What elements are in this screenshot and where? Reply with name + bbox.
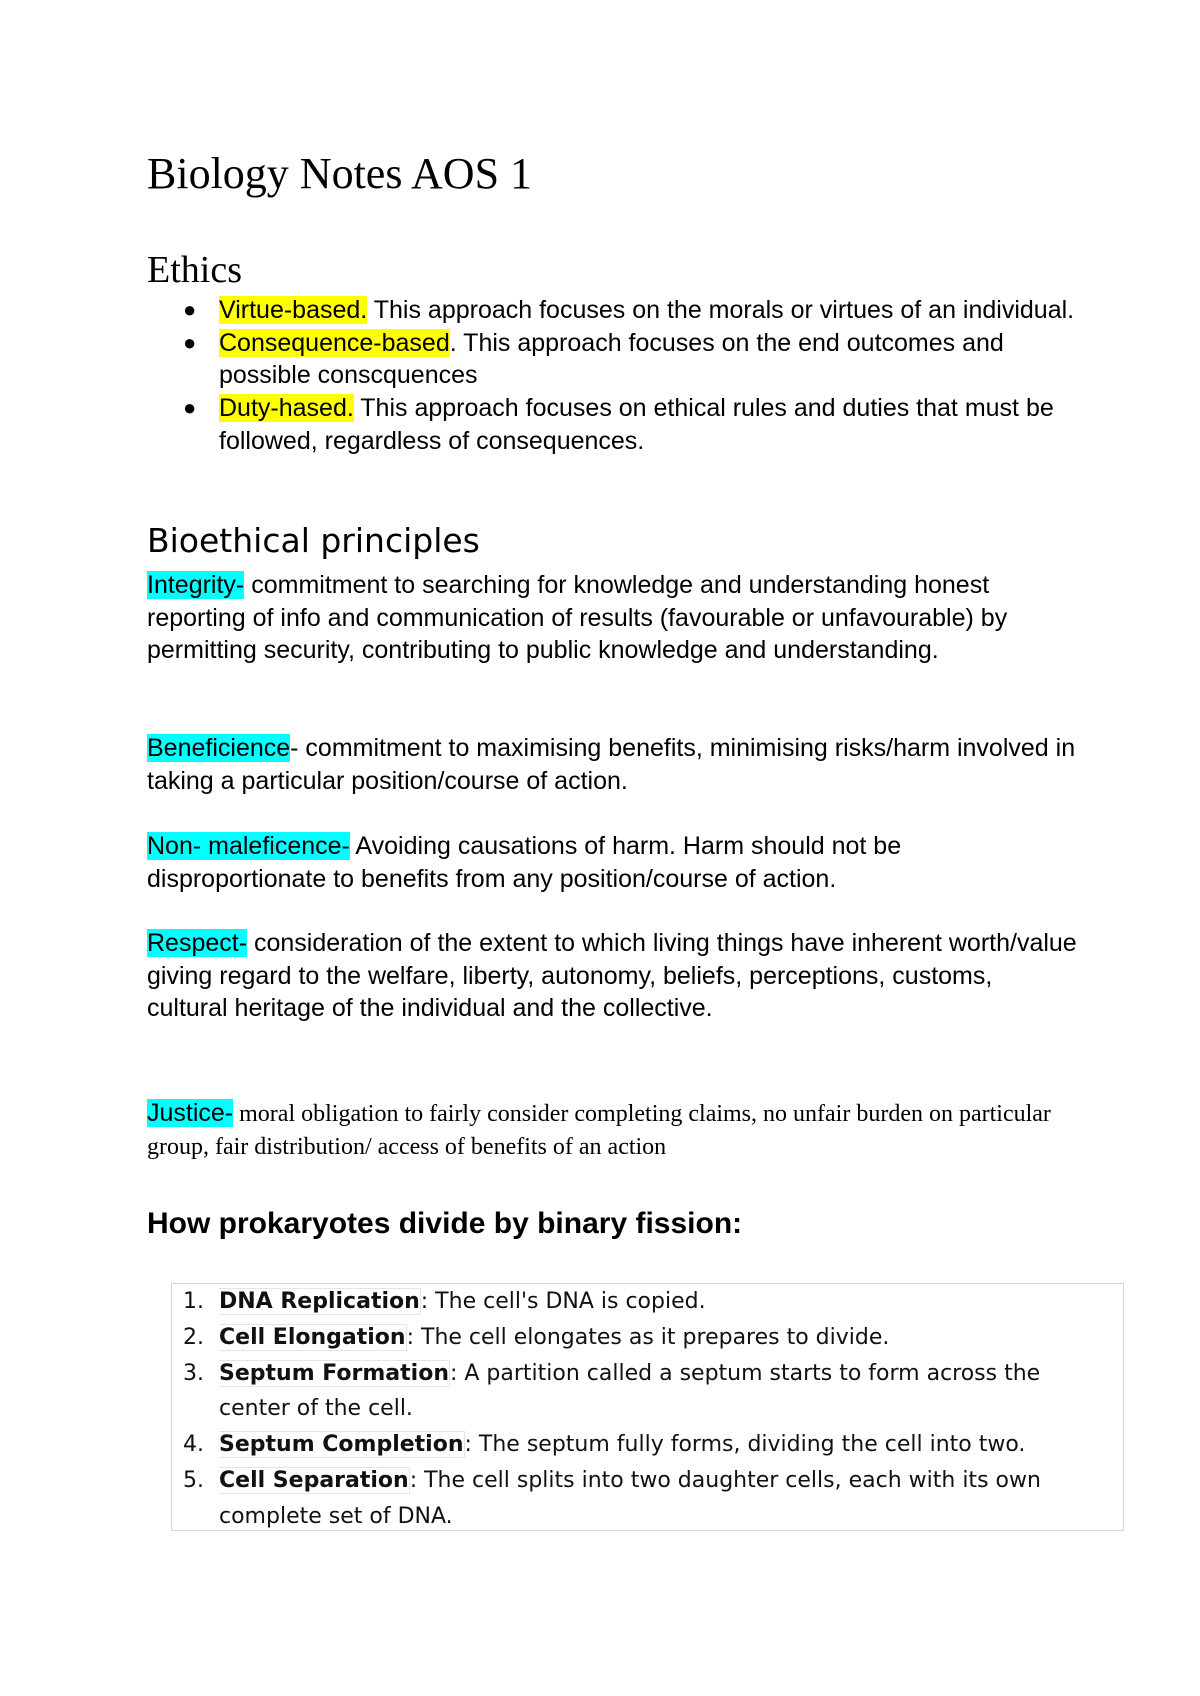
- principle-text: Avoiding causations of harm. Harm should not be disproportionate to benefits from any position/course of action.: [147, 832, 902, 893]
- principle-term: Integrity-: [147, 571, 245, 599]
- bullet-icon: ●: [183, 395, 197, 421]
- ethics-term: Duty-hased.: [219, 394, 354, 423]
- step-number: 4.: [183, 1432, 204, 1458]
- step-text: : The septum fully forms, dividing the cell into two.: [464, 1432, 1026, 1458]
- principle-text: moral obligation to fairly consider completing claims, no unfair burden on particular group, fair distribution/ access of benefits of an action: [147, 1101, 1051, 1160]
- principle-text: commitment to searching for knowledge and understanding honest reporting of info and communication of results (favourable or unfavourable) by permitting security, contributing to public knowledge and understanding.: [147, 571, 1008, 665]
- bullet-icon: ●: [183, 329, 197, 355]
- ethics-text: . This approach focuses on the end outcomes and possible conscquences: [219, 328, 1004, 390]
- step-title: Septum Completion: [219, 1432, 464, 1458]
- ethics-text: This approach focuses on ethical rules and duties that must be followed, regardless of consequences.: [219, 394, 1054, 455]
- ethics-list: [147, 294, 1087, 458]
- step-number: 2.: [183, 1324, 204, 1350]
- step-item: [171, 1320, 1071, 1356]
- principle-term: Beneficience: [147, 734, 291, 762]
- document-title: Biology Notes AOS 1: [147, 149, 533, 198]
- principle-integrity: [147, 569, 1077, 667]
- bioethics-heading: Bioethical principles: [147, 521, 480, 560]
- ethics-heading: Ethics: [147, 249, 242, 291]
- step-text: : The cell elongates as it prepares to divide.: [406, 1324, 890, 1350]
- ethics-item: [147, 327, 1087, 392]
- step-number: 3.: [183, 1360, 204, 1386]
- step-title: Cell Elongation: [219, 1324, 406, 1350]
- principle-justice: [147, 1097, 1077, 1164]
- principle-term: Respect-: [147, 929, 248, 957]
- binary-fission-steps: [171, 1284, 1071, 1535]
- step-item: [171, 1463, 1071, 1535]
- step-title: DNA Replication: [219, 1289, 420, 1314]
- ethics-item: [147, 392, 1087, 457]
- step-text: : The cell splits into two daughter cells, each with its own complete set of DNA.: [219, 1467, 1041, 1529]
- principle-term: Justice-: [147, 1099, 234, 1127]
- principle-respect: [147, 927, 1077, 1025]
- step-number: 5.: [183, 1467, 204, 1493]
- ethics-term: Virtue-based.: [219, 296, 368, 324]
- step-title: Septum Formation: [219, 1360, 449, 1386]
- step-title: Cell Separation: [219, 1467, 409, 1493]
- principle-text: consideration of the extent to which living things have inherent worth/value giving regard to the welfare, liberty, autonomy, beliefs, perceptions, customs, cultural heritage of the individual and the collective.: [147, 929, 1077, 1023]
- step-text: : A partition called a septum starts to form across the center of the cell.: [219, 1360, 1041, 1422]
- step-item: [171, 1284, 1071, 1320]
- bullet-icon: ●: [183, 297, 197, 322]
- ethics-item: [147, 294, 1087, 327]
- step-item: [171, 1427, 1071, 1463]
- step-number: 1.: [183, 1289, 204, 1314]
- principle-non-maleficence: [147, 830, 1077, 895]
- step-text: : The cell's DNA is copied.: [420, 1289, 706, 1314]
- ethics-text: This approach focuses on the morals or virtues of an individual.: [367, 296, 1075, 324]
- ethics-term: Consequence-based: [219, 328, 450, 357]
- step-item: [171, 1356, 1071, 1428]
- principle-beneficience: [147, 732, 1077, 797]
- principle-text: - commitment to maximising benefits, minimising risks/harm involved in taking a particular position/course of action.: [147, 734, 1076, 795]
- principle-term: Non- maleficence-: [147, 832, 350, 860]
- prokaryotes-heading: How prokaryotes divide by binary fission:: [147, 1207, 743, 1240]
